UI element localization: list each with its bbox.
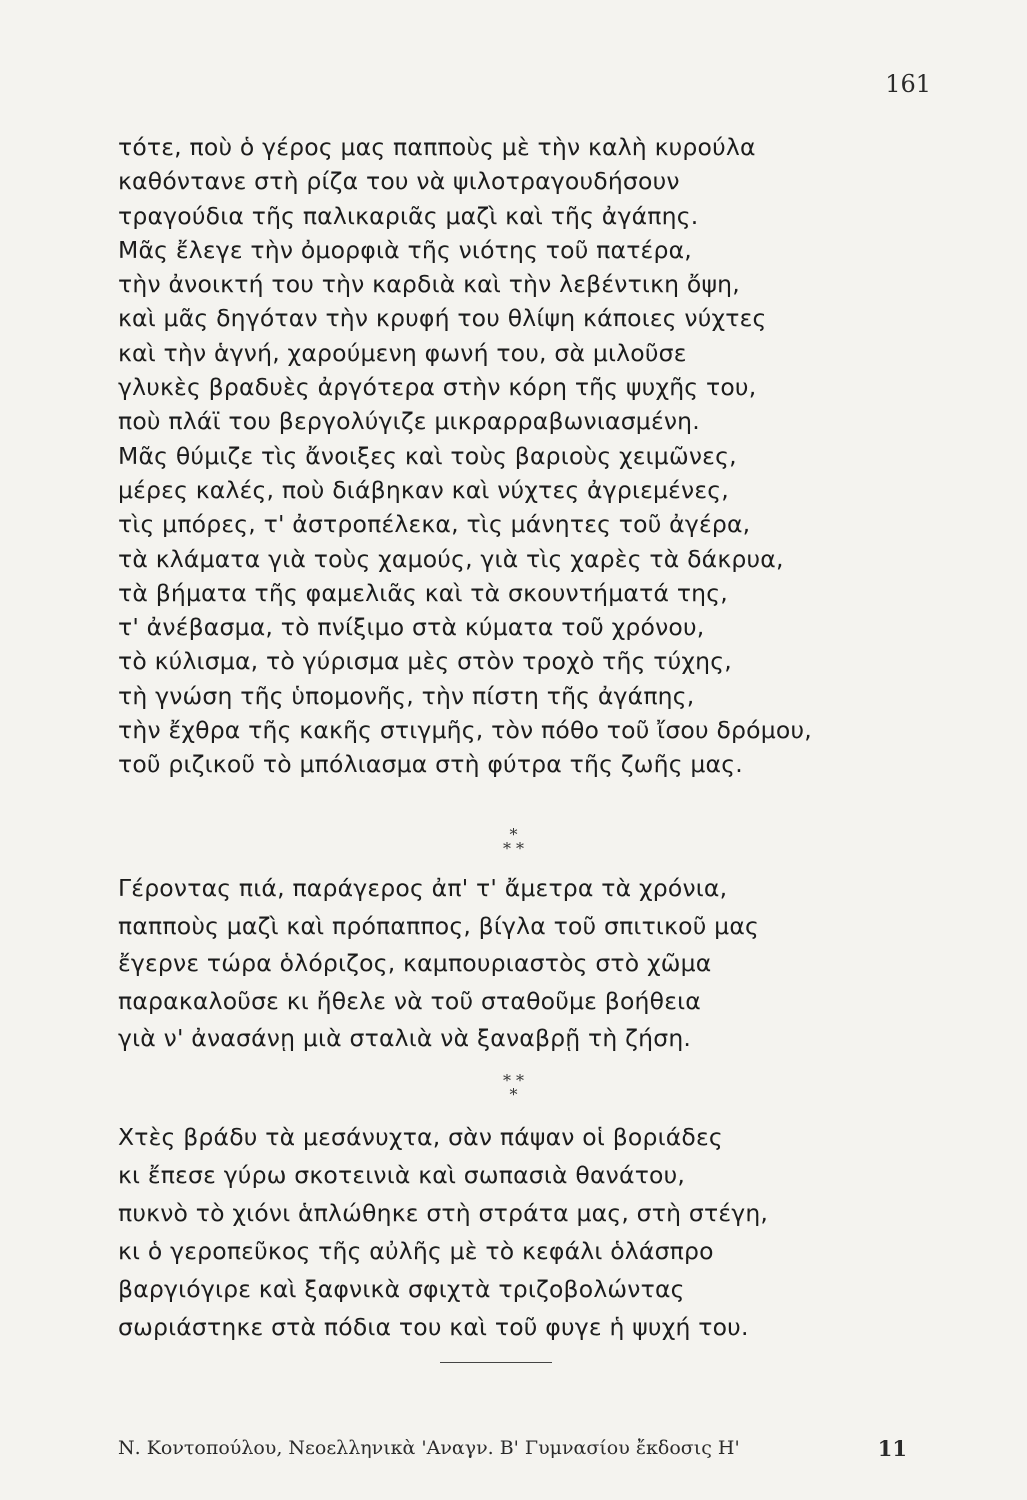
verse-line: γλυκὲς βραδυὲς ἀργότερα στὴν κόρη τῆς ψυχῆς του, xyxy=(118,373,757,402)
verse-line: παρακαλοῦσε κι ἤθελε νὰ τοῦ σταθοῦμε βοήθεια xyxy=(118,986,701,1015)
verse-line: τὰ βήματα τῆς φαμελιᾶς καὶ τὰ σκουντήματά της, xyxy=(118,578,728,607)
verse-line: μέρες καλές, ποὺ διάβηκαν καὶ νύχτες ἀγριεμένες, xyxy=(118,475,729,504)
verse-line: Μᾶς ἔλεγε τὴν ὀμορφιὰ τῆς νιότης τοῦ πατέρα, xyxy=(118,235,692,264)
verse-line: καθόντανε στὴ ρίζα του νὰ ψιλοτραγουδήσουν xyxy=(118,167,680,196)
verse-line: βαργιόγιρε καὶ ξαφνικὰ σφιχτὰ τριζοβολώντας xyxy=(118,1275,685,1303)
verse-line: τὶς μπόρες, τ' ἀστροπέλεκα, τὶς μάνητες τοῦ ἀγέρα, xyxy=(118,510,751,539)
footer-citation: Ν. Κοντοπούλου, Νεοελληνικὰ 'Αναγν. Β' Γυμνασίου ἔκδοσις Η' xyxy=(118,1437,740,1459)
verse-line: καὶ τὴν ἁγνή, χαρούμενη φωνή του, σὰ μιλοῦσε xyxy=(118,338,687,367)
verse-line: καὶ μᾶς δηγόταν τὴν κρυφή του θλίψη κάποιες νύχτες xyxy=(118,304,767,333)
verse-line: τὸ κύλισμα, τὸ γύρισμα μὲς στὸν τροχὸ τῆς τύχης, xyxy=(118,647,732,676)
verse-line: γιὰ ν' ἀνασάνῃ μιὰ σταλιὰ νὰ ξαναβρῇ τὴ ζήση. xyxy=(118,1024,692,1052)
asterism-top: * xyxy=(509,825,518,844)
verse-line: τότε, ποὺ ὁ γέρος μας παπποὺς μὲ τὴν καλὴ κυρούλα xyxy=(118,133,756,161)
verse-line: κι ὁ γεροπεῦκος τῆς αὐλῆς μὲ τὸ κεφάλι ὁλάσπρο xyxy=(118,1237,714,1265)
verse-line: τὴν ἀνοικτή του τὴν καρδιὰ καὶ τὴν λεβέντικη ὄψη, xyxy=(118,270,740,299)
page-number: 161 xyxy=(885,70,931,98)
verse-line: ποὺ πλάϊ του βεργολύγιζε μικραρραβωνιασμένη. xyxy=(118,407,700,436)
verse-line: παπποὺς μαζὶ καὶ πρόπαππος, βίγλα τοῦ σπιτικοῦ μας xyxy=(118,911,760,940)
printer-signature: 11 xyxy=(877,1436,907,1461)
stanza-2 xyxy=(118,870,918,1058)
verse-line: κι ἔπεσε γύρω σκοτεινιὰ καὶ σωπασιὰ θανάτου, xyxy=(118,1161,686,1189)
verse-line: πυκνὸ τὸ χιόνι ἁπλώθηκε στὴ στράτα μας, στὴ στέγη, xyxy=(118,1199,769,1227)
asterism-bottom: * * xyxy=(502,839,525,858)
verse-line: σωριάστηκε στὰ πόδια του καὶ τοῦ φυγε ἡ ψυχή του. xyxy=(118,1313,749,1341)
asterism-divider xyxy=(0,1071,1027,1104)
verse-line: τ' ἀνέβασμα, τὸ πνίξιμο στὰ κύματα τοῦ χρόνου, xyxy=(118,613,705,642)
verse-line: τὰ κλάματα γιὰ τοὺς χαμούς, γιὰ τὶς χαρὲς τὰ δάκρυα, xyxy=(118,544,784,573)
verse-line: ἔγερνε τώρα ὁλόριζος, καμπουριαστὸς στὸ χῶμα xyxy=(118,949,712,977)
verse-line: Μᾶς θύμιζε τὶς ἄνοιξες καὶ τοὺς βαριοὺς χειμῶνες, xyxy=(118,441,737,470)
asterism-bottom: * xyxy=(509,1085,518,1104)
stanza-1 xyxy=(118,130,918,782)
stanza-3 xyxy=(118,1118,918,1346)
verse-line: Χτὲς βράδυ τὰ μεσάνυχτα, σὰν πάψαν οἱ βοριάδες xyxy=(118,1123,723,1151)
verse-line: Γέροντας πιά, παράγερος ἀπ' τ' ἄμετρα τὰ χρόνια, xyxy=(118,874,728,902)
verse-line: τοῦ ριζικοῦ τὸ μπόλιασμα στὴ φύτρα τῆς ζωῆς μας. xyxy=(118,750,743,779)
verse-line: τὴ γνώση τῆς ὑπομονῆς, τὴν πίστη τῆς ἀγάπης, xyxy=(118,681,695,710)
asterism-top: * * xyxy=(502,1071,525,1090)
verse-line: τὴν ἔχθρα τῆς κακῆς στιγμῆς, τὸν πόθο τοῦ ἴσου δρόμου, xyxy=(118,716,812,745)
verse-line: τραγούδια τῆς παλικαριᾶς μαζὶ καὶ τῆς ἀγάπης. xyxy=(118,201,699,230)
asterism-divider xyxy=(0,825,1027,858)
footer-rule xyxy=(440,1362,552,1363)
